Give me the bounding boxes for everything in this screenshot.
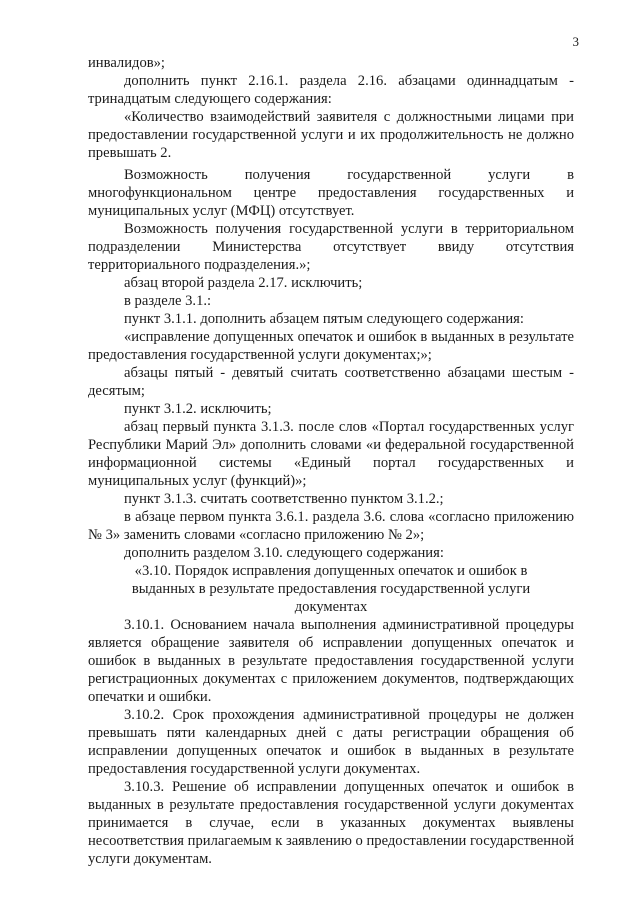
paragraph: пункт 3.1.2. исключить; [124,401,272,417]
paragraph: абзац второй раздела 2.17. исключить; [124,275,363,291]
paragraph: 3.10.2. Срок прохождения административной процедуры не должен превышать пяти календарных дней с даты регистрации обращения об исправлении допущенных опечаток и ошибок в выданных в результате предоставления государственной услуги документах. [88,707,574,777]
paragraph: в абзаце первом пункта 3.6.1. раздела 3.6. слова «согласно приложению № 3» заменить словами «согласно приложению № 2»; [88,509,574,543]
paragraph: «исправление допущенных опечаток и ошибок в выданных в результате предоставления государственной услуги документах;»; [88,329,574,363]
paragraph: в разделе 3.1.: [124,293,212,309]
paragraph: пункт 3.1.3. считать соответственно пунктом 3.1.2.; [124,491,444,507]
paragraph: Возможность получения государственной услуги в территориальном подразделении Министерства отсутствует ввиду отсутствия территориального подразделения.»; [88,221,574,273]
section-heading: «3.10. Порядок исправления допущенных опечаток и ошибок в выданных в результате предоставления государственной услуги документах [131,563,531,615]
paragraph: абзацы пятый - девятый считать соответственно абзацами шестым - десятым; [88,365,574,399]
paragraph: 3.10.3. Решение об исправлении допущенных опечаток и ошибок в выданных в результате предоставления государственной услуги документах принимается в случае, если в указанных документах выявлены несоответствия прилагаемым к заявлению о предоставлении государственной услуги документам. [88,779,575,867]
paragraph: Возможность получения государственной услуги в многофункциональном центре предоставления государственных и муниципальных услуг (МФЦ) отсутствует. [88,167,574,219]
paragraph: дополнить разделом 3.10. следующего содержания: [124,545,444,561]
paragraph: инвалидов»; [88,55,165,71]
document-body [88,54,574,868]
paragraph: «Количество взаимодействий заявителя с должностными лицами при предоставлении государственной услуги и их продолжительность не должно превышать 2. [88,109,574,161]
paragraph: абзац первый пункта 3.1.3. после слов «Портал государственных услуг Республики Марий Эл» дополнить словами «и федеральной государственной информационной системы «Единый портал государственных и муниципальных услуг (функций)»; [88,419,574,489]
paragraph: пункт 3.1.1. дополнить абзацем пятым следующего содержания: [124,311,524,327]
page-number: 3 [572,34,579,49]
paragraph: дополнить пункт 2.16.1. раздела 2.16. абзацами одиннадцатым - тринадцатым следующего содержания: [88,73,574,107]
paragraph: 3.10.1. Основанием начала выполнения административной процедуры является обращение заявителя об исправлении допущенных опечаток и ошибок в выданных в результате предоставления государственной услуги регистрационных документах с приложением документов, подтверждающих опечатки и ошибки. [88,617,574,705]
